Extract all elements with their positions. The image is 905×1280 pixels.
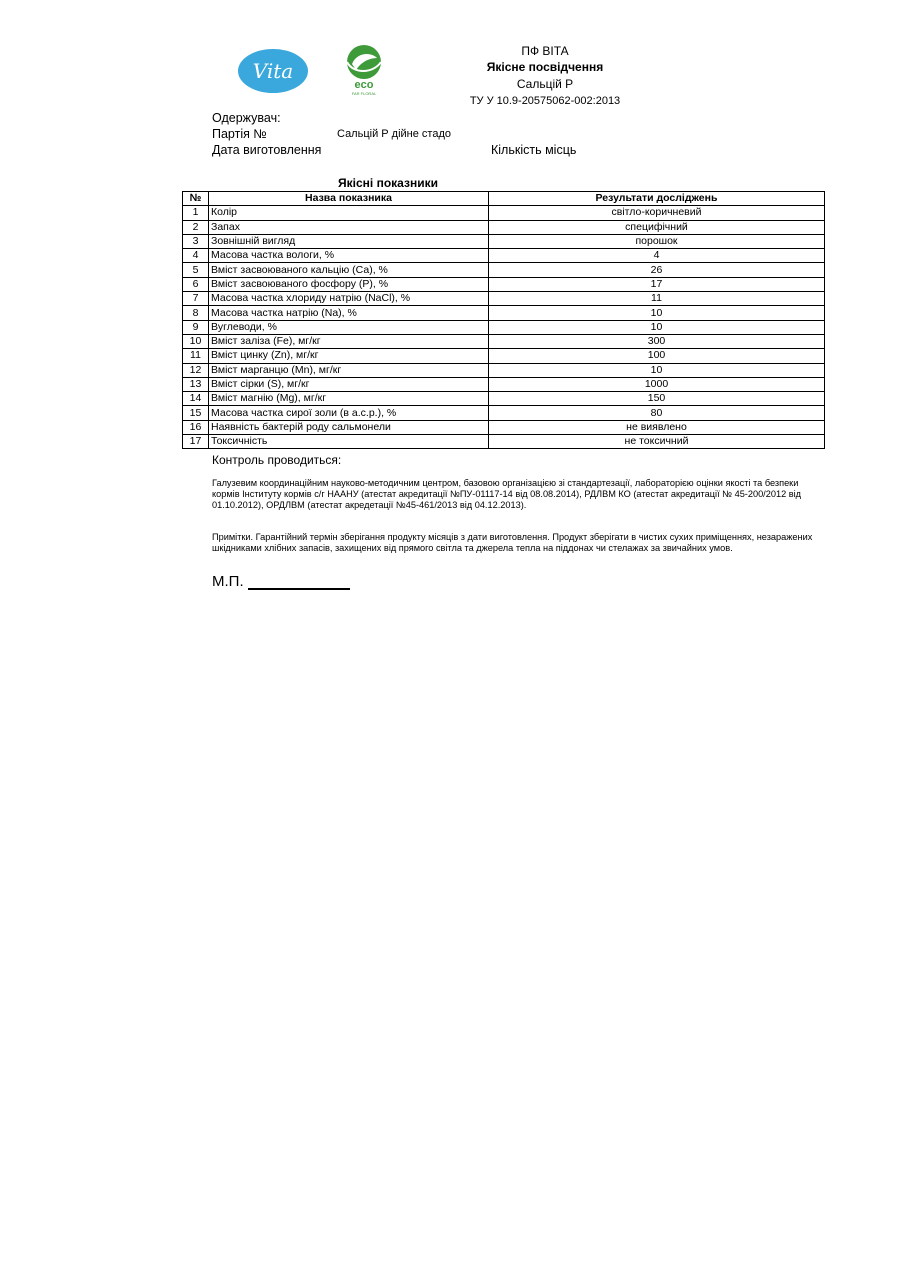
row-number: 2 xyxy=(183,220,209,234)
row-indicator: Токсичність xyxy=(209,435,489,449)
places-count-label: Кількість місць xyxy=(491,143,577,157)
table-row xyxy=(183,349,825,363)
row-indicator: Масова частка сирої золи (в а.с.р.), % xyxy=(209,406,489,420)
company-name: ПФ ВІТА xyxy=(521,44,569,58)
row-result: 10 xyxy=(489,320,825,334)
row-indicator: Вміст цинку (Zn), мг/кг xyxy=(209,349,489,363)
row-result: 10 xyxy=(489,363,825,377)
row-number: 4 xyxy=(183,249,209,263)
row-result: не токсичний xyxy=(489,435,825,449)
row-indicator: Запах xyxy=(209,220,489,234)
header-results: Результати досліджень xyxy=(489,192,825,206)
row-indicator: Масова частка натрію (Na), % xyxy=(209,306,489,320)
vita-logo-text: Vita xyxy=(252,59,294,83)
table-row xyxy=(183,334,825,348)
product-name: Сальцій Р xyxy=(516,77,574,91)
row-number: 12 xyxy=(183,363,209,377)
table-row xyxy=(183,392,825,406)
eco-logo-subtext: FAR FLORAL xyxy=(351,91,377,96)
row-indicator: Вміст марганцю (Mn), мг/кг xyxy=(209,363,489,377)
row-number: 9 xyxy=(183,320,209,334)
table-row xyxy=(183,320,825,334)
row-result: 26 xyxy=(489,263,825,277)
header-indicator-name: Назва показника xyxy=(209,192,489,206)
row-indicator: Зовнішній вигляд xyxy=(209,234,489,248)
row-indicator: Вміст заліза (Fe), мг/кг xyxy=(209,334,489,348)
row-number: 15 xyxy=(183,406,209,420)
row-result: 11 xyxy=(489,292,825,306)
row-indicator: Колір xyxy=(209,206,489,220)
row-number: 17 xyxy=(183,435,209,449)
quality-indicators-title: Якісні показники xyxy=(338,176,438,190)
batch-label: Партія № xyxy=(212,127,267,141)
quality-indicators-table xyxy=(182,191,825,449)
table-row xyxy=(183,306,825,320)
row-number: 5 xyxy=(183,263,209,277)
row-number: 1 xyxy=(183,206,209,220)
row-indicator: Вміст засвоюваного кальцію (Са), % xyxy=(209,263,489,277)
row-number: 8 xyxy=(183,306,209,320)
row-indicator: Вуглеводи, % xyxy=(209,320,489,334)
table-row xyxy=(183,363,825,377)
row-number: 13 xyxy=(183,377,209,391)
row-indicator: Масова частка вологи, % xyxy=(209,249,489,263)
control-label: Контроль проводиться: xyxy=(212,453,342,467)
table-row xyxy=(183,277,825,291)
document-title: Якісне посвідчення xyxy=(486,60,604,74)
signature-line xyxy=(248,574,350,590)
row-result: специфічний xyxy=(489,220,825,234)
recipient-label: Одержувач: xyxy=(212,111,281,125)
table-row xyxy=(183,234,825,248)
row-result: 100 xyxy=(489,349,825,363)
row-indicator: Наявність бактерій роду сальмонели xyxy=(209,420,489,434)
row-number: 14 xyxy=(183,392,209,406)
row-indicator: Масова частка хлориду натрію (NaCl), % xyxy=(209,292,489,306)
row-result: 150 xyxy=(489,392,825,406)
stamp-label: М.П. xyxy=(212,573,244,590)
row-indicator: Вміст засвоюваного фосфору (Р), % xyxy=(209,277,489,291)
manufacture-date-label: Дата виготовлення xyxy=(212,143,322,157)
row-result: не виявлено xyxy=(489,420,825,434)
notes-text: Примітки. Гарантійний термін зберігання продукту місяців з дати виготовлення. Продукт зберігати в чистих сухих приміщеннях, незаражених шкідниками хлібних запасів, захищених від прямого світла та джерела тепла на піддонах чи стелажах за звичайних умов. xyxy=(212,532,813,553)
table-header-row xyxy=(183,192,825,206)
batch-value: Сальцій Р дійне стадо xyxy=(337,128,451,140)
row-result: порошок xyxy=(489,234,825,248)
table-row xyxy=(183,406,825,420)
table-row xyxy=(183,377,825,391)
table-row xyxy=(183,292,825,306)
row-number: 7 xyxy=(183,292,209,306)
row-number: 11 xyxy=(183,349,209,363)
stamp-block xyxy=(212,573,350,590)
table-row xyxy=(183,249,825,263)
table-row xyxy=(183,435,825,449)
row-result: 17 xyxy=(489,277,825,291)
eco-logo-text: eco xyxy=(354,79,374,91)
row-result: 10 xyxy=(489,306,825,320)
row-result: 300 xyxy=(489,334,825,348)
header-number: № xyxy=(183,192,209,206)
table-row xyxy=(183,220,825,234)
row-result: світло-коричневий xyxy=(489,206,825,220)
row-indicator: Вміст сірки (S), мг/кг xyxy=(209,377,489,391)
row-result: 1000 xyxy=(489,377,825,391)
table-row xyxy=(183,263,825,277)
control-text: Галузевим координаційним науково-методичним центром, базовою організацією зі стандартезації, лабораторією оцінки якості та безпеки кормів Інституту кормів с/г НААНУ (атестат акредитації №ПУ-01117-14 від 08.08.2014), РДЛВМ КО (атестат акредитації № 45-200/2012 від 01.10.2012), ОРДЛВМ (атестат акредетації №45-461/2013 від 04.12.2013). xyxy=(212,478,802,510)
row-result: 4 xyxy=(489,249,825,263)
vita-logo xyxy=(237,48,309,94)
row-result: 80 xyxy=(489,406,825,420)
row-number: 3 xyxy=(183,234,209,248)
row-indicator: Вміст магнію (Mg), мг/кг xyxy=(209,392,489,406)
row-number: 10 xyxy=(183,334,209,348)
row-number: 16 xyxy=(183,420,209,434)
table-row xyxy=(183,206,825,220)
tu-standard: ТУ У 10.9-20575062-002:2013 xyxy=(469,95,621,107)
eco-logo xyxy=(343,44,385,96)
row-number: 6 xyxy=(183,277,209,291)
table-row xyxy=(183,420,825,434)
